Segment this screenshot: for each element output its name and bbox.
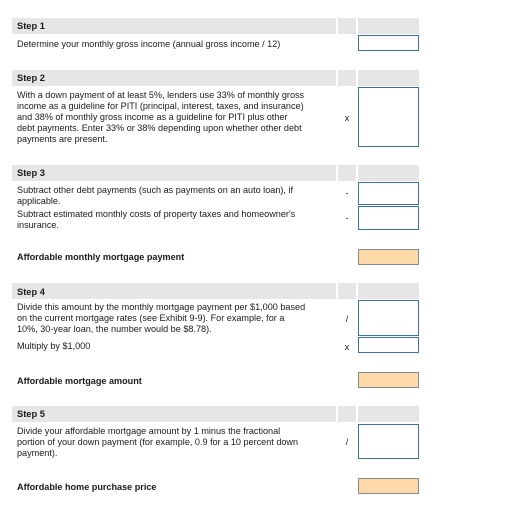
step3-row1-subtract-operator: -: [345, 188, 349, 198]
step4-row1-line: 10%, 30-year loan, the number would be $8.78).: [17, 324, 212, 334]
step3-header-input-cell: [358, 165, 419, 181]
step2-text-line: debt payments. Enter 33% or 38% depending upon whether other debt: [17, 123, 302, 133]
step5-header-band: [12, 406, 336, 422]
step1-header-input-cell: [358, 18, 419, 34]
step1-title: Step 1: [17, 21, 45, 31]
step3-header-op-cell: [338, 165, 356, 181]
result3-home-price-output: [358, 478, 419, 494]
step4-title: Step 4: [17, 287, 45, 297]
step3-title: Step 3: [17, 168, 45, 178]
step4-row2-multiply-operator: x: [344, 342, 350, 352]
step2-title: Step 2: [17, 73, 45, 83]
step4-row2-text: Multiply by $1,000: [17, 341, 91, 351]
step2-text-line: and 38% of monthly gross income as a guideline for PITI plus other: [17, 112, 288, 122]
step4-multiply-1000-input[interactable]: [358, 337, 419, 353]
step3-header-band: [12, 165, 336, 181]
step5-title: Step 5: [17, 409, 45, 419]
step4-payment-per-1000-input[interactable]: [358, 300, 419, 336]
step4-header-op-cell: [338, 283, 356, 299]
step3-row2-text: [17, 209, 337, 231]
step4-row1-text: [17, 302, 337, 335]
step5-divide-operator: /: [345, 437, 349, 447]
step3-row1-line: applicable.: [17, 196, 61, 206]
step2-text-line: income as a guideline for PITI (principal, interest, taxes, and insurance): [17, 101, 304, 111]
step2-percentage-input[interactable]: [358, 87, 419, 147]
step2-text: [17, 90, 337, 145]
step3-row1-line: Subtract other debt payments (such as payments on an auto loan), if: [17, 185, 294, 195]
step4-row1-divide-operator: /: [345, 314, 349, 324]
result1-label: Affordable monthly mortgage payment: [17, 252, 185, 262]
step3-row2-line: insurance.: [17, 220, 59, 230]
step5-text-line: payment).: [17, 448, 58, 458]
step5-text-line: portion of your down payment (for example, 0.9 for a 10 percent down: [17, 437, 299, 447]
step4-row1-line: Divide this amount by the monthly mortgage payment per $1,000 based: [17, 302, 306, 312]
step3-property-tax-input[interactable]: [358, 206, 419, 230]
step2-text-line: With a down payment of at least 5%, lenders use 33% of monthly gross: [17, 90, 305, 100]
result2-mortgage-amount-output: [358, 372, 419, 388]
step5-text: [17, 426, 337, 459]
step1-monthly-income-input[interactable]: [358, 35, 419, 51]
step2-header-op-cell: [338, 70, 356, 86]
step5-header-op-cell: [338, 406, 356, 422]
step3-other-debt-input[interactable]: [358, 182, 419, 205]
step1-header-op-cell: [338, 18, 356, 34]
step4-row1-line: on the current mortgage rates (see Exhibit 9-9). For example, for a: [17, 313, 285, 323]
step1-header-band: [12, 18, 336, 34]
step4-header-input-cell: [358, 283, 419, 299]
step2-text-line: payments are present.: [17, 134, 108, 144]
step2-multiply-operator: x: [344, 113, 350, 123]
result2-label: Affordable mortgage amount: [17, 376, 142, 386]
step2-header-band: [12, 70, 336, 86]
step1-text: Determine your monthly gross income (annual gross income / 12): [17, 39, 281, 49]
step4-header-band: [12, 283, 336, 299]
step5-header-input-cell: [358, 406, 419, 422]
step3-row1-text: [17, 185, 337, 207]
step2-header-input-cell: [358, 70, 419, 86]
result3-label: Affordable home purchase price: [17, 482, 157, 492]
step5-down-payment-fraction-input[interactable]: [358, 424, 419, 459]
result1-monthly-payment-output: [358, 249, 419, 265]
step5-text-line: Divide your affordable mortgage amount by 1 minus the fractional: [17, 426, 281, 436]
step3-row2-subtract-operator: -: [345, 213, 349, 223]
step3-row2-line: Subtract estimated monthly costs of property taxes and homeowner's: [17, 209, 296, 219]
